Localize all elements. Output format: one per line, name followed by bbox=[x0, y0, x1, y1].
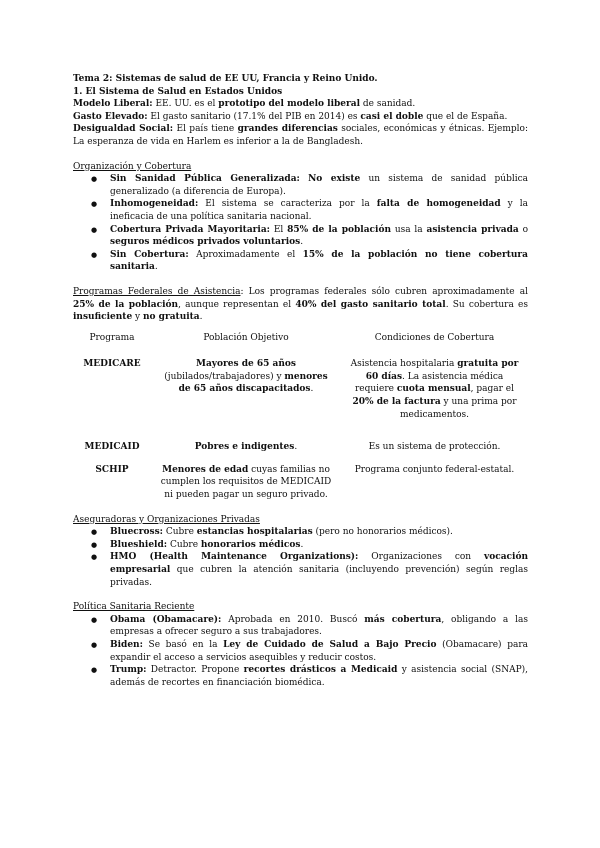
document-page bbox=[73, 73, 528, 689]
table-header: Programa bbox=[89, 332, 135, 343]
table-row bbox=[73, 441, 528, 464]
condiciones-cell: Es un sistema de protección. bbox=[368, 442, 501, 453]
table-row bbox=[73, 358, 528, 441]
heading-aseguradoras: Aseguradoras y Organizaciones Privadas bbox=[73, 514, 260, 525]
poblacion-cell: Mayores de 65 años (jubilados/trabajadores) y menores de 65 años discapacitados. bbox=[164, 359, 328, 395]
table-header: Población Objetivo bbox=[203, 332, 289, 343]
condiciones-cell: Asistencia hospitalaria gratuita por 60 días. La asistencia médica requiere cuota mensual, pagar el 20% de la factura y una prima por medicamentos. bbox=[350, 359, 519, 420]
list-item: ● Inhomogeneidad: El sistema se caracteriza por la falta de homogeneidad y la ineficacia de una política sanitaria nacional. bbox=[73, 198, 528, 223]
program-name: MEDICAID bbox=[84, 442, 140, 453]
list-item: ● HMO (Health Maintenance Organizations): Organizaciones con vocación empresarial que cubren la atención sanitaria (incluyendo prevención) según reglas privadas. bbox=[73, 551, 528, 589]
list-item: ● Sin Cobertura: Aproximadamente el 15% de la población no tiene cobertura sanitaria. bbox=[73, 249, 528, 274]
list-item: ● Cobertura Privada Mayoritaria: El 85% de la población usa la asistencia privada o seguros médicos privados voluntarios. bbox=[73, 224, 528, 249]
program-name: MEDICARE bbox=[83, 359, 141, 370]
document-title: Tema 2: Sistemas de salud de EE UU, Francia y Reino Unido. bbox=[73, 74, 378, 84]
paragraph-programas: Programas Federales de Asistencia: Los programas federales sólo cubren aproximadamente al 25% de la población, aunque representan el 40% del gasto sanitario total. Su cobertura es insuficiente y no gratuita. bbox=[73, 286, 528, 323]
table-header: Condiciones de Cobertura bbox=[374, 332, 495, 343]
list-item: ● Biden: Se basó en la Ley de Cuidado de Salud a Bajo Precio (Obamacare) para expandir el acceso a servicios asequibles y reducir costos. bbox=[73, 639, 528, 664]
list-item: ● Sin Sanidad Pública Generalizada: No existe un sistema de sanidad pública generalizado (a diferencia de Europa). bbox=[73, 173, 528, 198]
heading-organizacion: Organización y Cobertura bbox=[73, 161, 192, 172]
condiciones-cell: Programa conjunto federal-estatal. bbox=[354, 464, 515, 475]
list-politica bbox=[73, 614, 528, 690]
paragraph-modelo-liberal: Modelo Liberal: EE. UU. es el prototipo del modelo liberal de sanidad. bbox=[73, 99, 416, 110]
program-name: SCHIP bbox=[95, 464, 129, 475]
paragraph-desigualdad: Desigualdad Social: El país tiene grandes diferencias sociales, económicas y étnicas. Ejemplo: La esperanza de vida en Harlem es inferior a la de Bangladesh. bbox=[73, 124, 528, 147]
list-item: ● Bluecross: Cubre estancias hospitalarias (pero no honorarios médicos). bbox=[73, 526, 528, 539]
list-item: ● Trump: Detractor. Propone recortes drásticos a Medicaid y asistencia social (SNAP), además de recortes en financiación biomédica. bbox=[73, 664, 528, 689]
heading-politica: Política Sanitaria Reciente bbox=[73, 602, 195, 613]
list-item: ● Obama (Obamacare): Aprobada en 2010. Buscó más cobertura, obligando a las empresas a ofrecer seguro a sus trabajadores. bbox=[73, 614, 528, 639]
list-aseguradoras bbox=[73, 526, 528, 589]
paragraph-gasto-elevado: Gasto Elevado: El gasto sanitario (17.1% del PIB en 2014) es casi el doble que el de España. bbox=[73, 111, 508, 122]
table-row bbox=[73, 464, 528, 502]
poblacion-cell: Pobres e indigentes. bbox=[194, 442, 298, 453]
list-organizacion bbox=[73, 173, 528, 274]
list-item: ● Blueshield: Cubre honorarios médicos. bbox=[73, 539, 528, 552]
poblacion-cell: Menores de edad cuyas familias no cumplen los requisitos de MEDICAID ni pueden pagar un seguro privado. bbox=[160, 464, 332, 501]
programs-table bbox=[73, 332, 528, 502]
section-heading-us: 1. El Sistema de Salud en Estados Unidos bbox=[73, 86, 283, 97]
